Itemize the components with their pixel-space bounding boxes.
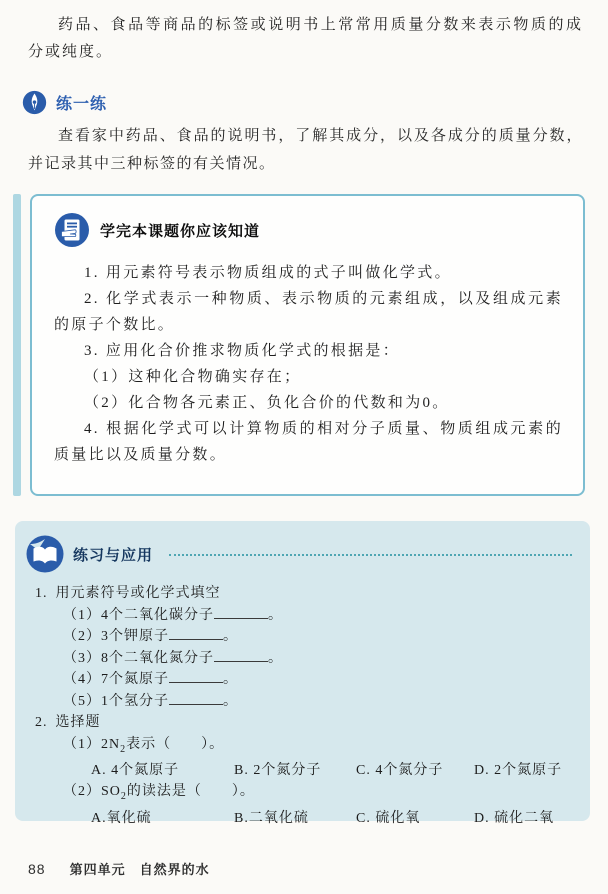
summary-accent-bar: [13, 194, 21, 496]
summary-item: 3. 应用化合价推求物质化学式的根据是：: [84, 343, 401, 359]
q2-sub1-options: [91, 760, 576, 782]
choice-option: B. 2个氮分子: [234, 762, 322, 778]
stem-prefix: （2）SO: [63, 784, 121, 800]
choice-option: B.二氧化硫: [234, 810, 309, 826]
item-number: （4）: [63, 672, 101, 687]
practice-title: 练一练: [56, 96, 108, 113]
fill-item: [63, 669, 576, 691]
item-number: （2）: [63, 629, 101, 644]
choice-option: A.氧化硫: [91, 810, 152, 826]
item-period: 。: [268, 607, 283, 623]
choice-option: D. 硫化二氧: [474, 810, 555, 826]
fill-item: [63, 626, 576, 648]
summary-item: 4. 根据化学式可以计算物质的相对分子质量、物质组成元素的质量比以及质量分数。: [54, 421, 563, 463]
q2-number: 2.: [35, 715, 48, 730]
item-number: （3）: [63, 650, 101, 666]
q1-number: 1.: [35, 586, 48, 601]
practice-section-header: [22, 90, 608, 115]
unit-title: 自然界的水: [139, 862, 210, 877]
summary-header: [54, 212, 563, 248]
exercises-title: 练习与应用: [73, 546, 154, 564]
practice-paragraph: 查看家中药品、食品的说明书，了解其成分，以及各成分的质量分数，并记录其中三种标签的有关情况。: [28, 128, 583, 172]
item-period: 。: [223, 693, 238, 709]
summary-item: 2. 化学式表示一种物质、表示物质的元素组成，以及组成元素的原子个数比。: [54, 291, 563, 333]
item-period: 。: [223, 672, 238, 687]
summary-section: [13, 194, 585, 496]
q2-sub2-stem: [63, 781, 576, 807]
item-period: 。: [268, 650, 283, 666]
item-number: （5）: [63, 693, 101, 709]
stem-suffix: 的读法是（ ）。: [126, 784, 255, 800]
summary-box: [30, 194, 585, 496]
formula-subscript: 2: [120, 743, 127, 755]
choice-option: C. 4个氮分子: [356, 762, 444, 778]
item-text: 3个钾原子: [101, 629, 169, 644]
choice-option: C. 硫化氧: [356, 810, 421, 826]
answer-blank: [169, 627, 223, 640]
exercises-body: [35, 583, 576, 829]
item-number: （1）: [63, 607, 101, 623]
summary-title: 学完本课题你应该知道: [100, 222, 261, 240]
item-period: 。: [223, 629, 238, 644]
formula-subscript: 2: [120, 791, 127, 803]
choice-option: A. 4个氮原子: [91, 762, 180, 778]
choice-option: D. 2个氮原子: [474, 762, 563, 778]
summary-item: （1）这种化合物确实存在；: [84, 369, 302, 385]
answer-blank: [214, 649, 268, 662]
q2-sub1-stem: [63, 734, 576, 760]
book-hand-icon: [54, 212, 90, 248]
item-text: 4个二氧化碳分子: [101, 607, 214, 623]
exercises-panel: [15, 521, 590, 826]
open-book-icon: [25, 534, 65, 574]
page-footer: [28, 859, 210, 878]
fill-item: [63, 691, 576, 713]
answer-blank: [169, 670, 223, 683]
dotted-divider: [169, 554, 572, 556]
q1-title: 用元素符号或化学式填空: [55, 586, 221, 601]
q2-title: 选择题: [55, 715, 101, 730]
answer-blank: [214, 606, 268, 619]
item-text: 1个氢分子: [101, 693, 169, 709]
fill-item: [63, 605, 576, 627]
intro-paragraph: 药品、食品等商品的标签或说明书上常常用质量分数来表示物质的成分或纯度。: [28, 17, 583, 60]
textbook-page: [0, 12, 608, 894]
fill-item: [63, 648, 576, 670]
exercises-header: [25, 534, 576, 574]
summary-item: 1. 用元素符号表示物质组成的式子叫做化学式。: [84, 265, 452, 281]
stem-suffix: 表示（ ）。: [126, 736, 225, 752]
unit-label: 第四单元: [69, 862, 126, 877]
pen-nib-icon: [22, 90, 47, 115]
q2-header: [35, 712, 576, 734]
item-text: 7个氮原子: [101, 672, 169, 687]
answer-blank: [169, 692, 223, 705]
stem-prefix: （1）2N: [63, 736, 121, 752]
page-number: 88: [28, 861, 46, 877]
q1-header: [35, 583, 576, 605]
summary-item: （2）化合物各元素正、负化合价的代数和为0。: [84, 395, 450, 411]
item-text: 8个二氧化氮分子: [101, 650, 214, 666]
q2-sub2-options: [91, 808, 576, 830]
